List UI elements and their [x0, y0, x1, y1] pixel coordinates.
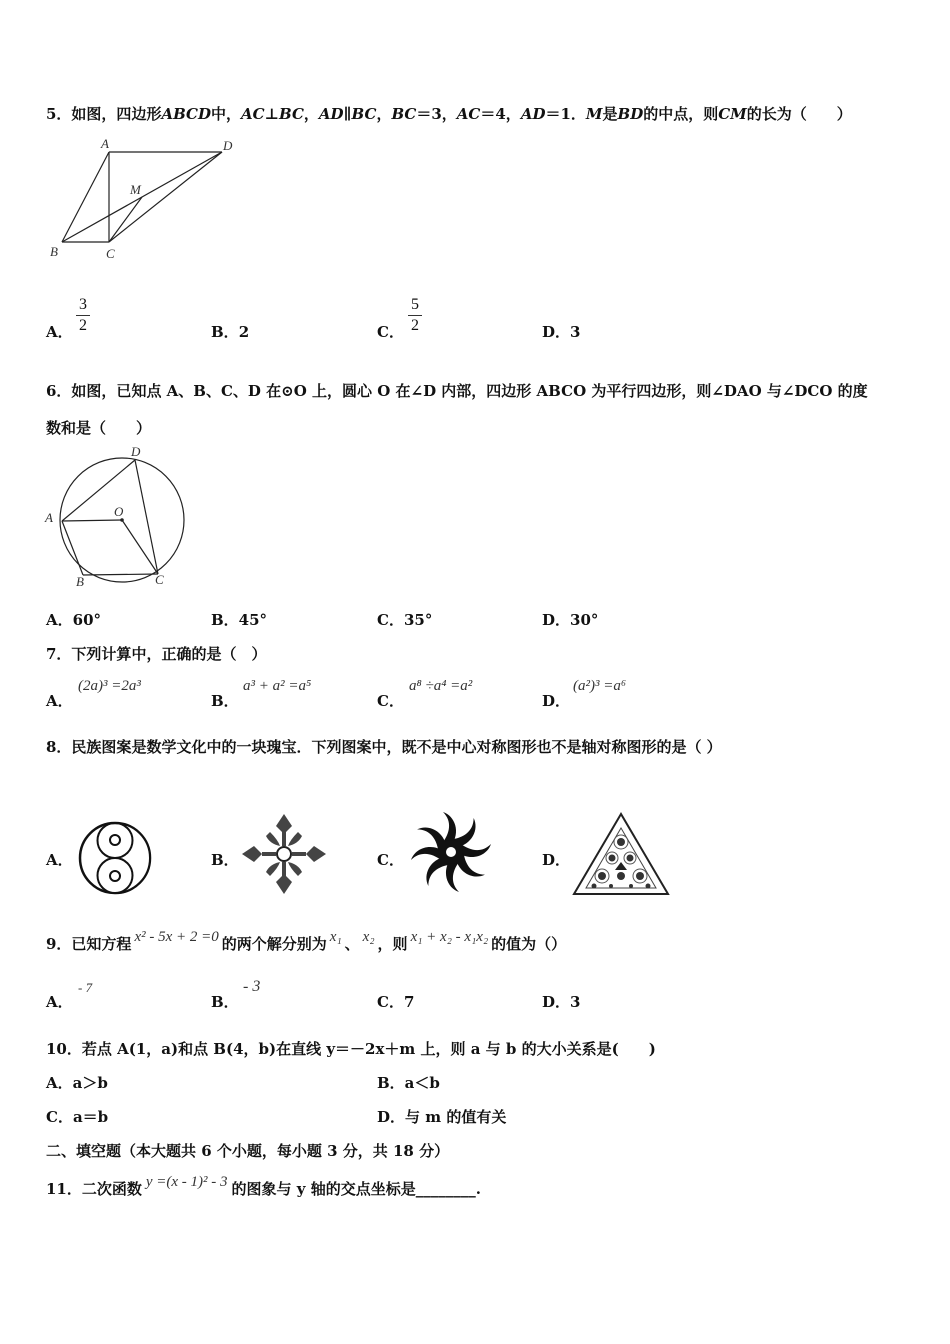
q7-option-b-expr: a³ + a² =a⁵ — [243, 678, 312, 694]
q9-option-a[interactable] — [46, 991, 73, 1012]
yin-yang-icon — [76, 820, 156, 896]
label-C: C — [106, 246, 115, 261]
option-label: D． — [542, 692, 571, 710]
q5-text: ＝1． — [545, 105, 586, 123]
q5-text: ∥ — [343, 105, 352, 123]
option-label: C． — [377, 692, 404, 710]
q5-text: ， — [303, 105, 319, 123]
option-label: B． — [211, 993, 239, 1011]
q5-var: ABCD — [161, 105, 211, 123]
q5-var: BC — [279, 105, 304, 123]
q6-option-d[interactable]: D．30° — [542, 611, 599, 629]
q9-equation: x² - 5x + 2 =0 — [134, 929, 219, 945]
q11-expression: y =(x - 1)² - 3 — [145, 1174, 228, 1190]
segment-BC — [83, 574, 158, 575]
q9-expression: x₁ + x₂ - x₁x₂ — [410, 929, 489, 945]
q9-x1: x₁ — [329, 929, 342, 945]
option-value: 2 — [238, 323, 250, 341]
numerator: 5 — [411, 296, 419, 313]
q9-text: ，则 — [377, 935, 408, 953]
q5-option-c[interactable] — [377, 321, 404, 342]
q5-text: 中， — [211, 105, 242, 123]
option-label: A． — [46, 692, 73, 710]
q5-option-b[interactable] — [211, 321, 249, 342]
q9-text: 9．已知方程 — [46, 935, 132, 953]
option-label: D． — [542, 323, 571, 341]
label-D: D — [223, 138, 233, 153]
q7-stem: 7．下列计算中，正确的是（ ） — [46, 645, 267, 663]
q5-text: ， — [376, 105, 392, 123]
q7-option-b[interactable] — [211, 690, 239, 711]
q5-var: BC — [351, 105, 377, 123]
numerator: 3 — [79, 296, 87, 313]
q9-stem — [46, 929, 567, 954]
option-label: A． — [46, 993, 73, 1011]
q9-text: 的两个解分别为 — [221, 935, 327, 953]
q5-var: AD — [318, 105, 344, 123]
q6-option-b[interactable]: B．45° — [211, 611, 268, 629]
q5-text: 5．如图，四边形 — [46, 105, 162, 123]
q7-option-d-expr: (a²)³ =a⁶ — [573, 678, 627, 694]
label-D: D — [131, 444, 141, 459]
option-label: C． — [377, 323, 404, 341]
q11-stem — [46, 1174, 481, 1199]
q6-figure — [40, 440, 200, 590]
q9-option-c[interactable]: C．7 — [377, 993, 415, 1011]
label-M: M — [130, 182, 141, 197]
segment-CD — [109, 152, 222, 242]
q5-option-a[interactable] — [46, 321, 73, 342]
q11-text: 的图象与 y 轴的交点坐标是________. — [231, 1180, 481, 1198]
q8-option-c[interactable]: C． — [377, 851, 404, 869]
q5-var: CM — [718, 105, 747, 123]
q9-text: 的值为（） — [491, 935, 567, 953]
q7-option-a-expr: (2a)³ =2a³ — [78, 678, 141, 694]
option-value: 3 — [570, 323, 581, 341]
segment-AB — [62, 521, 83, 575]
q7-option-d[interactable] — [542, 690, 570, 711]
q6-option-a[interactable]: A．60° — [46, 611, 102, 629]
q7-option-c[interactable] — [377, 690, 404, 711]
q8-option-a[interactable]: A． — [46, 851, 73, 869]
q5-text: ⊥ — [264, 105, 279, 123]
label-C: C — [155, 572, 164, 587]
q5-var: BD — [617, 105, 644, 123]
q5-option-c-fraction — [408, 296, 422, 335]
ornamental-triangle-icon — [572, 812, 670, 896]
q9-option-a-value: - 7 — [78, 980, 93, 995]
option-label: B． — [211, 692, 239, 710]
q8-stem: 8．民族图案是数学文化中的一块瑰宝．下列图案中，既不是中心对称图形也不是轴对称图形的是（ ） — [46, 738, 722, 756]
q5-stem — [46, 103, 852, 124]
q9-option-b[interactable] — [211, 991, 239, 1012]
q5-text: ＝4， — [480, 105, 521, 123]
q11-text: 11．二次函数 — [46, 1180, 142, 1198]
q10-option-b[interactable]: B．a＜b — [377, 1074, 440, 1092]
denominator: 2 — [79, 317, 87, 334]
label-A: A — [101, 136, 109, 151]
denominator: 2 — [411, 317, 419, 334]
q10-option-c[interactable]: C．a＝b — [46, 1108, 109, 1126]
segment-AD — [62, 460, 135, 521]
q9-text: 、 — [344, 935, 360, 953]
q5-text: ＝3， — [416, 105, 457, 123]
pinwheel-flower-icon — [406, 808, 496, 896]
q6-stem-line1: 6．如图，已知点 A、B、C、D 在⊙O 上，圆心 O 在∠D 内部，四边形 ABCO 为平行四边形，则∠DAO 与∠DCO 的度 — [46, 382, 868, 400]
q9-option-d[interactable]: D．3 — [542, 993, 581, 1011]
q9-option-b-value: - 3 — [243, 978, 261, 995]
label-B: B — [50, 244, 58, 259]
q5-text: 是 — [602, 105, 618, 123]
label-B: B — [76, 574, 84, 589]
q5-var: M — [585, 105, 603, 123]
q5-option-a-fraction — [76, 296, 90, 335]
q5-figure — [44, 136, 244, 266]
q6-option-c[interactable]: C．35° — [377, 611, 433, 629]
q5-text: 的中点，则 — [643, 105, 719, 123]
q5-var: AC — [241, 105, 265, 123]
section-title: 二、填空题（本大题共 6 个小题，每小题 3 分，共 18 分） — [46, 1142, 450, 1160]
q10-option-a[interactable]: A．a＞b — [46, 1074, 108, 1092]
option-label: A． — [46, 323, 73, 341]
label-O: O — [114, 504, 124, 519]
q6-stem-line2: 数和是（ ） — [46, 419, 152, 437]
q9-x2: x₂ — [362, 929, 375, 945]
q5-var: BC — [391, 105, 417, 123]
segment-AO — [62, 520, 122, 521]
label-A: A — [45, 510, 53, 525]
q5-var: AD — [520, 105, 546, 123]
q8-option-d[interactable]: D． — [542, 851, 571, 869]
q5-var: AC — [456, 105, 481, 123]
q10-option-d[interactable]: D．与 m 的值有关 — [377, 1108, 507, 1126]
q8-option-b[interactable]: B． — [211, 851, 239, 869]
q5-text: 的长为（ ） — [746, 105, 852, 123]
q7-option-c-expr: a⁸ ÷a⁴ =a² — [409, 678, 473, 694]
option-label: B． — [211, 323, 239, 341]
q7-option-a[interactable] — [46, 690, 73, 711]
cross-ornament-icon — [240, 812, 328, 896]
q10-stem: 10．若点 A(1，a)和点 B(4，b)在直线 y＝－2x＋m 上，则 a 与 b 的大小关系是( ) — [46, 1040, 656, 1058]
q5-option-d[interactable] — [542, 321, 580, 342]
